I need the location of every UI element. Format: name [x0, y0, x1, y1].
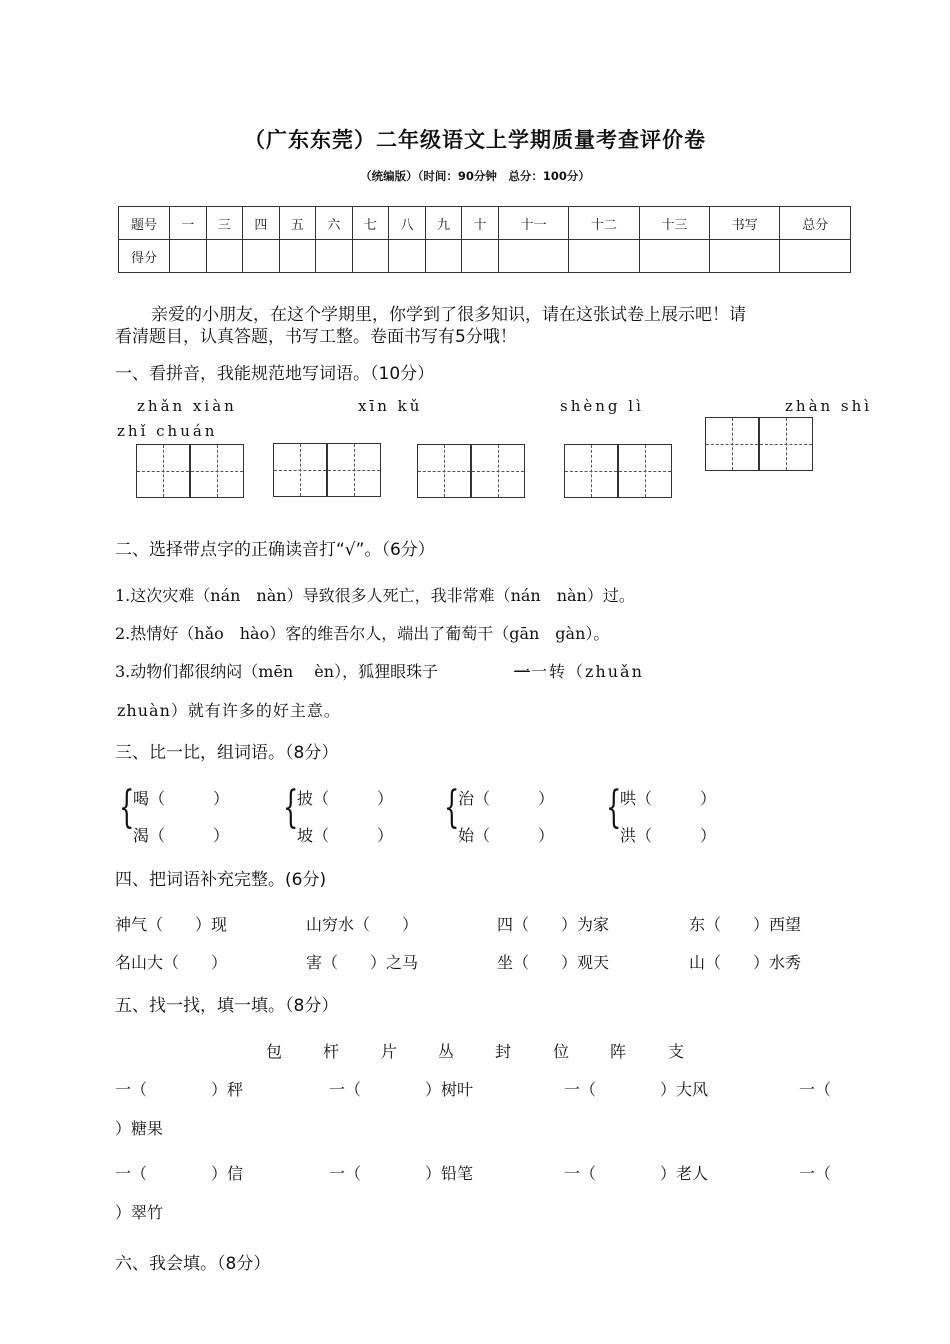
- word-bank-item: 阵: [610, 1042, 627, 1061]
- measure-word-blank: 一（ ）信: [115, 1164, 244, 1183]
- score-cell[interactable]: [710, 240, 780, 273]
- pinyin-label: zhǐ chuán: [117, 422, 218, 440]
- page-subtitle: （统编版）（时间：90分钟 总分：100分）: [360, 169, 590, 183]
- score-table-column: 十三: [639, 207, 709, 240]
- compare-word-bottom: 坡（ ）: [297, 826, 394, 845]
- question-2-1: 1.这次灾难（nán nàn）导致很多人死亡，我非常难（nán nàn）过。: [115, 586, 635, 605]
- score-table-column: 九: [425, 207, 462, 240]
- pinyin-label: xīn kǔ: [358, 397, 423, 415]
- measure-word-blank: 一（ ）树叶: [329, 1080, 474, 1099]
- writing-grid-cell[interactable]: [705, 417, 759, 471]
- word-bank-item: 支: [668, 1042, 685, 1061]
- idiom-blank: 坐（ ）观天: [497, 953, 610, 972]
- score-table-column: 六: [316, 207, 353, 240]
- idiom-blank: 山穷水（ ）: [306, 915, 419, 934]
- idiom-blank: 山（ ）水秀: [689, 953, 802, 972]
- question-2-3-mark: 一: [514, 662, 531, 681]
- brace-icon: {: [283, 782, 299, 833]
- measure-word-blank: 一（ ）老人: [564, 1164, 709, 1183]
- compare-word-top: 披（ ）: [297, 789, 394, 808]
- measure-word-blank: 一（ ）大风: [564, 1080, 709, 1099]
- word-bank-item: 封: [495, 1042, 512, 1061]
- compare-word-bottom: 洪（ ）: [620, 826, 717, 845]
- pinyin-label: zhǎn xiàn: [137, 397, 237, 415]
- question-2-3b: 一转（zhuǎn: [531, 662, 644, 681]
- score-cell[interactable]: [639, 240, 709, 273]
- section2-heading: 二、选择带点字的正确读音打“√”。（6分）: [115, 540, 435, 560]
- score-table-column: 八: [389, 207, 426, 240]
- score-cell[interactable]: [389, 240, 426, 273]
- idiom-blank: 四（ ）为家: [497, 915, 610, 934]
- score-table-column: 十: [462, 207, 499, 240]
- intro-line-2: 看清题目，认真答题，书写工整。卷面书写有5分哦！: [115, 327, 517, 347]
- word-bank-item: 杆: [323, 1042, 340, 1061]
- score-table-header-row: [119, 207, 851, 240]
- question-2-3a: 3.动物们都很纳闷（mēn èn），狐狸眼珠子: [115, 662, 439, 681]
- intro-line-1: 亲爱的小朋友，在这个学期里，你学到了很多知识，请在这张试卷上展示吧！请: [151, 305, 746, 325]
- section3-heading: 三、比一比，组词语。（8分）: [115, 743, 339, 763]
- brace-icon: {: [444, 782, 460, 833]
- writing-grid-cell[interactable]: [471, 444, 525, 498]
- writing-grid-cell[interactable]: [618, 444, 672, 498]
- score-table-header-label: 题号: [119, 207, 170, 240]
- idiom-blank: 害（ ）之马: [306, 953, 419, 972]
- writing-grid-cell[interactable]: [327, 443, 381, 497]
- idiom-blank: 名山大（ ）: [115, 953, 228, 972]
- score-cell[interactable]: [462, 240, 499, 273]
- brace-icon: {: [119, 782, 135, 833]
- section1-heading: 一、看拼音，我能规范地写词语。（10分）: [115, 364, 435, 384]
- writing-grid-cell[interactable]: [564, 444, 618, 498]
- score-cell[interactable]: [170, 240, 207, 273]
- brace-icon: {: [606, 782, 622, 833]
- score-cell[interactable]: [243, 240, 280, 273]
- score-table-column: 七: [352, 207, 389, 240]
- score-table-column: 总分: [780, 207, 851, 240]
- section6-heading: 六、我会填。（8分）: [115, 1254, 271, 1274]
- compare-word-top: 治（ ）: [458, 789, 555, 808]
- score-table-column: 十一: [498, 207, 568, 240]
- compare-word-top: 哄（ ）: [620, 789, 717, 808]
- score-table-score-row: [119, 240, 851, 273]
- writing-grid-cell[interactable]: [190, 444, 244, 498]
- question-2-2: 2.热情好（hǎo hào）客的维吾尔人，端出了葡萄干（gān gàn）。: [115, 624, 610, 643]
- pinyin-label: shèng lì: [560, 397, 644, 415]
- score-table: [118, 206, 851, 273]
- word-bank-item: 包: [266, 1042, 283, 1061]
- pinyin-label: zhàn shì: [785, 397, 873, 415]
- measure-word-blank-cont: ）翠竹: [115, 1203, 164, 1222]
- score-table-row-label: 得分: [119, 240, 170, 273]
- section4-heading: 四、把词语补充完整。(6分): [115, 870, 327, 890]
- score-cell[interactable]: [780, 240, 851, 273]
- word-bank-item: 位: [553, 1042, 570, 1061]
- score-cell[interactable]: [316, 240, 353, 273]
- page-title: （广东东莞）二年级语文上学期质量考查评价卷: [244, 128, 706, 152]
- score-table-column: 一: [170, 207, 207, 240]
- writing-grid-cell[interactable]: [136, 444, 190, 498]
- measure-word-blank: 一（: [799, 1164, 832, 1183]
- compare-word-bottom: 始（ ）: [458, 826, 555, 845]
- measure-word-blank: 一（ ）秤: [115, 1080, 244, 1099]
- score-table-column: 十二: [569, 207, 639, 240]
- measure-word-blank-cont: ）糖果: [115, 1119, 164, 1138]
- score-cell[interactable]: [569, 240, 639, 273]
- score-cell[interactable]: [498, 240, 568, 273]
- idiom-blank: 神气（ ）现: [115, 915, 228, 934]
- writing-grid-cell[interactable]: [759, 417, 813, 471]
- compare-word-bottom: 渴（ ）: [133, 826, 230, 845]
- score-cell[interactable]: [279, 240, 316, 273]
- score-table-column: 四: [243, 207, 280, 240]
- measure-word-blank: 一（: [799, 1080, 832, 1099]
- score-cell[interactable]: [352, 240, 389, 273]
- score-cell[interactable]: [425, 240, 462, 273]
- word-bank-item: 丛: [438, 1042, 455, 1061]
- idiom-blank: 东（ ）西望: [689, 915, 802, 934]
- score-cell[interactable]: [206, 240, 243, 273]
- question-2-3c: zhuàn）就有许多的好主意。: [117, 701, 341, 720]
- measure-word-blank: 一（ ）铅笔: [329, 1164, 474, 1183]
- score-table-column: 书写: [710, 207, 780, 240]
- score-table-column: 五: [279, 207, 316, 240]
- writing-grid-cell[interactable]: [273, 443, 327, 497]
- section5-heading: 五、找一找，填一填。（8分）: [115, 996, 339, 1016]
- writing-grid-cell[interactable]: [417, 444, 471, 498]
- score-table-column: 三: [206, 207, 243, 240]
- compare-word-top: 喝（ ）: [133, 789, 230, 808]
- word-bank-item: 片: [381, 1042, 398, 1061]
